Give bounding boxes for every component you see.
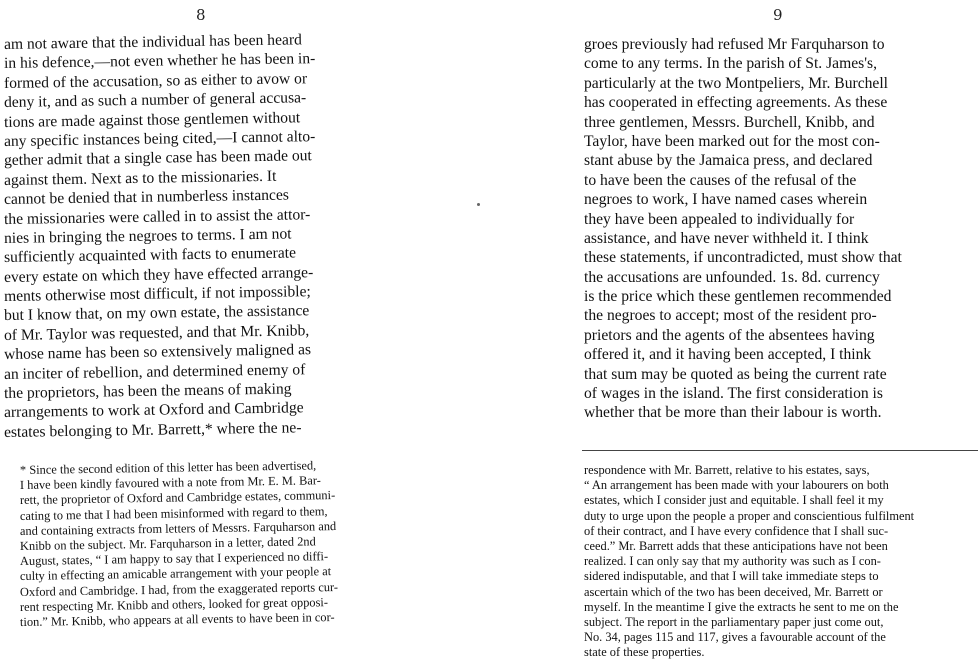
paper-speck xyxy=(477,203,480,206)
text-line: of wages in the island. The first consideration is xyxy=(584,385,883,403)
text-line: assistance, and have never withheld it. I think xyxy=(584,229,869,247)
footnote-line: sidered indisputable, and that I will take immediate steps to xyxy=(584,569,879,584)
text-line: these statements, if uncontradicted, must show that xyxy=(584,249,902,267)
footnote-line: state of these properties. xyxy=(584,645,705,660)
text-line: am not aware that the individual has been heard xyxy=(3,31,302,53)
text-line: sufficiently acquainted with facts to enumerate xyxy=(3,244,297,267)
footnote-line: cating to me that I had been misinformed with regard to them, xyxy=(19,503,328,523)
text-line: negroes to work, I have named cases wherein xyxy=(584,191,868,209)
footnote-line: Oxford and Cambridge. I had, from the exaggerated reports cur- xyxy=(19,579,339,599)
footnote-line: “ An arrangement has been made with your labourers on both xyxy=(584,478,889,493)
text-line: is the price which these gentlemen recommended xyxy=(584,288,892,306)
text-line: tions are made against those gentlemen without xyxy=(3,108,301,131)
footnote-line: tion.” Mr. Knibb, who appears at all events to have been in cor- xyxy=(19,609,335,629)
text-line: the missionaries were called in to assist the attor- xyxy=(3,205,311,228)
footnote-line: I have been kindly favoured with a note from Mr. E. M. Bar- xyxy=(19,473,321,493)
text-line: formed of the accusation, so as either to avow or xyxy=(3,70,308,92)
text-line: offered it, and it having been accepted, I think xyxy=(584,346,872,364)
footnote-line: duty to urge upon the people a proper and conscientious fulfilment xyxy=(584,508,915,523)
text-line: gether admit that a single case has been made out xyxy=(3,147,312,170)
text-line: cannot be denied that in numberless instances xyxy=(3,186,290,209)
text-line: the accusations are unfounded. 1s. 8d. currency xyxy=(584,268,880,286)
footnote-line: subject. The report in the parliamentary paper just come out, xyxy=(584,614,884,629)
footnote-line: and containing extracts from letters of Messrs. Farquharson and xyxy=(19,518,337,538)
footnote-line: August, states, “ I am happy to say that I experienced no diffi- xyxy=(19,549,329,569)
text-line: in his defence,—not even whether he has been in- xyxy=(3,50,316,73)
text-line: three gentlemen, Messrs. Burchell, Knibb, and xyxy=(584,113,875,131)
text-line: prietors and the agents of the absentees having xyxy=(584,326,875,344)
text-line: that sum may be quoted as being the current rate xyxy=(584,365,887,383)
footnote-line: ceed.” Mr. Barrett adds that these anticipations have not been xyxy=(584,538,888,553)
text-line: of Mr. Taylor was requested, and that Mr. Knibb, xyxy=(3,322,310,344)
footnote-line: rett, the proprietor of Oxford and Cambridge estates, communi- xyxy=(19,488,336,508)
text-line: deny it, and as such a number of general accusa- xyxy=(3,89,307,112)
left-page xyxy=(0,0,430,638)
text-line: they have been appealed to individually for xyxy=(584,210,855,228)
left-body-text xyxy=(3,31,428,442)
footnote-line: myself. In the meantime I give the extracts he sent to me on the xyxy=(584,599,899,614)
text-line: the proprietors, has been the means of making xyxy=(3,380,292,403)
footnote-line: No. 34, pages 115 and 117, gives a favourable account of the xyxy=(584,630,886,645)
text-line: any specific instances being cited,—I cannot alto- xyxy=(3,128,316,150)
footnote-line: realized. I can only say that my authority was such as I con- xyxy=(584,554,881,569)
text-line: nies in bringing the negroes to terms. I am not xyxy=(3,225,292,247)
right-body-text xyxy=(584,35,978,423)
text-line: stant abuse by the Jamaica press, and declared xyxy=(584,152,873,170)
footnote-line: * Since the second edition of this letter has been advertised, xyxy=(19,458,317,477)
text-line: an inciter of rebellion, and determined enemy of xyxy=(3,360,306,383)
text-line: whose name has been so extensively maligned as xyxy=(3,341,312,364)
text-line: whether that be more than their labour is worth. xyxy=(584,404,882,422)
footnote-line: ascertain which of the two has been deceived, Mr. Barrett or xyxy=(584,584,883,599)
footnote-line: Knibb on the subject. Mr. Farquharson in a letter, dated 2nd xyxy=(19,534,316,553)
text-line: every estate on which they have effected arrange- xyxy=(3,263,314,286)
page-number-left: 8 xyxy=(196,6,206,24)
text-line: has cooperated in effecting agreements. As these xyxy=(584,94,888,112)
text-line: the negroes to accept; most of the resident pro- xyxy=(584,307,877,325)
text-line: against them. Next as to the missionaries. It xyxy=(3,167,277,189)
text-line: to have been the causes of the refusal of the xyxy=(584,171,857,189)
text-line: arrangements to work at Oxford and Cambridge xyxy=(3,399,304,422)
footnote-rule xyxy=(582,450,978,451)
left-footnote xyxy=(19,458,425,630)
text-line: particularly at the two Montpeliers, Mr. Burchell xyxy=(584,74,889,92)
footnote-line: estates, which I consider just and equitable. I shall feel it my xyxy=(584,493,884,508)
footnote-line: respondence with Mr. Barrett, relative to his estates, says, xyxy=(584,463,870,477)
text-line: ments otherwise most difficult, if not impossible; xyxy=(3,283,311,306)
text-line: Taylor, have been marked out for the most con- xyxy=(584,132,880,150)
text-line: groes previously had refused Mr Farquharson to xyxy=(584,36,885,53)
text-line: come to any terms. In the parish of St. James's, xyxy=(584,55,877,73)
right-footnote xyxy=(584,463,978,660)
footnote-line: culty in effecting an amicable arrangement with your people at xyxy=(19,564,332,584)
right-page xyxy=(578,0,978,660)
footnote-line: of their contract, and I have every confidence that I shall suc- xyxy=(584,523,889,538)
text-line: but I know that, on my own estate, the assistance xyxy=(3,302,310,325)
footnote-line: rent respecting Mr. Knibb and others, looked for great opposi- xyxy=(19,594,329,614)
page-number-right: 9 xyxy=(773,6,783,24)
text-line: estates belonging to Mr. Barrett,* where the ne- xyxy=(3,419,302,441)
